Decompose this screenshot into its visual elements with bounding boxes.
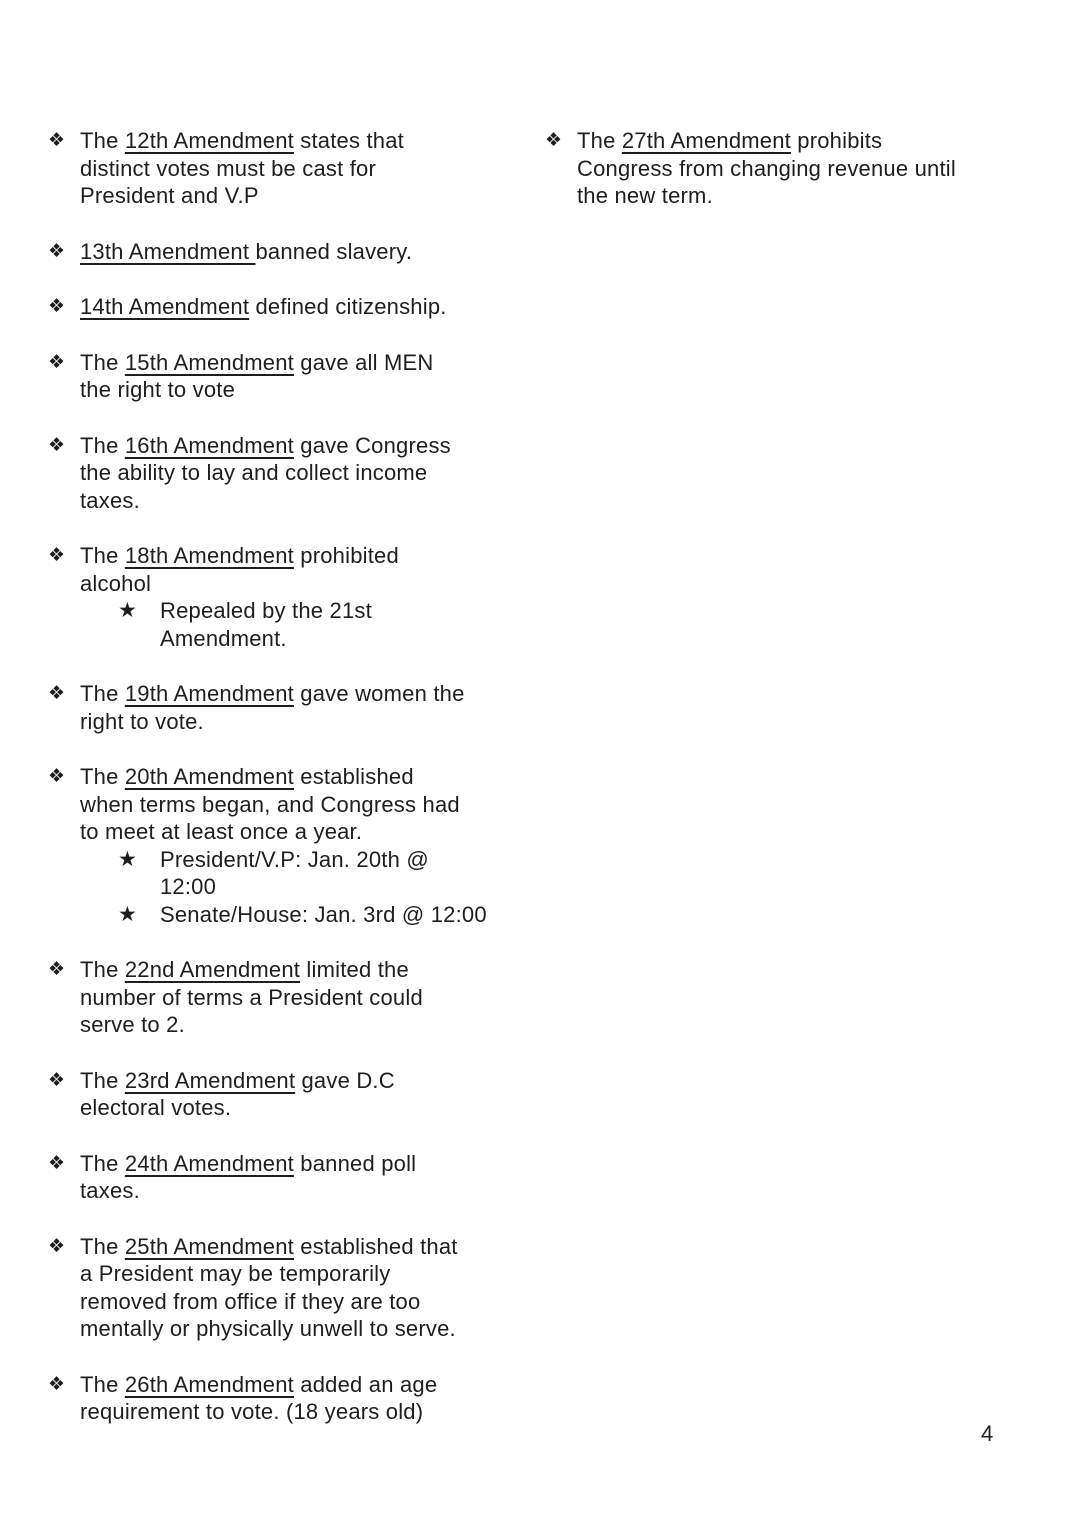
list-item-text [80,349,528,404]
sub-list-item [118,846,528,901]
text-run: The [80,543,125,568]
text-line [160,873,528,901]
list-item-text [80,763,528,928]
text-run: Amendment. [160,625,287,651]
text-line [577,127,1023,155]
diamond-bullet-icon: ❖ [48,433,66,456]
underlined-term: 22nd Amendment [124,957,301,982]
underlined-term: 14th Amendment [80,294,250,319]
text-run: states that [293,128,404,153]
list-item-text [80,238,528,266]
text-run: to meet at least once a year. [80,819,363,844]
text-line [80,1233,528,1261]
text-run: number of terms a President could [80,984,423,1010]
text-run: Repealed by the 21st [160,598,372,623]
list-item-text [577,127,1023,210]
text-run: gave all MEN [293,349,434,375]
text-run: gave D.C [295,1067,395,1093]
underlined-term: 18th Amendment [124,543,294,568]
diamond-bullet-icon: ❖ [48,958,66,980]
diamond-bullet-icon: ❖ [48,1068,66,1091]
list-item [48,1067,528,1122]
list-item [48,1150,528,1205]
underlined-term: 12th Amendment [124,128,294,153]
text-run: established [293,764,414,789]
list-item [48,680,528,735]
right-column [545,127,1023,238]
diamond-bullet-icon: ❖ [48,682,66,704]
text-run: removed from office if they are too [80,1288,421,1314]
text-run: prohibits [790,128,883,153]
text-run: mentally or physically unwell to serve. [80,1316,456,1341]
diamond-bullet-icon: ❖ [48,239,66,262]
text-line [80,1094,528,1122]
diamond-bullet-icon: ❖ [48,544,66,566]
sub-list-item [118,597,528,652]
text-run: electoral votes. [80,1095,232,1120]
list-item [545,127,1023,210]
text-line [577,155,1023,183]
underlined-term: 15th Amendment [124,349,294,375]
text-run: added an age [293,1371,438,1397]
text-line [80,1288,528,1316]
page-number: 4 [981,1421,994,1446]
text-run: established that [293,1233,458,1259]
list-item [48,956,528,1039]
text-run: a President may be temporarily [80,1261,391,1286]
text-line [80,818,528,846]
diamond-bullet-icon: ❖ [48,295,66,317]
list-item [48,1233,528,1343]
sub-list-item [118,901,528,929]
list-item-text [80,432,528,515]
text-run: the new term. [577,183,713,208]
text-line [160,901,528,929]
diamond-bullet-icon: ❖ [48,350,66,373]
text-run: gave Congress [293,432,451,458]
underlined-term: 13th Amendment [80,238,256,264]
text-run: when terms began, and Congress had [80,791,460,817]
text-run: President and V.P [80,183,259,208]
text-line [80,1398,528,1426]
text-run: alcohol [80,570,152,596]
text-run: President/V.P: Jan. 20th @ [160,846,429,872]
text-line [80,1260,528,1288]
star-bullet-icon: ★ [118,598,138,622]
list-item [48,763,528,928]
text-run: gave women the [293,681,465,706]
text-run: taxes. [80,1178,140,1203]
text-line [80,459,528,487]
text-line [80,791,528,819]
text-line [80,1177,528,1205]
underlined-term: 25th Amendment [124,1233,294,1259]
list-item [48,238,528,266]
text-run: The [80,432,125,458]
text-run: defined citizenship. [249,294,447,319]
text-line [160,846,528,874]
text-run: the right to vote [80,377,236,402]
list-item-text [80,293,528,321]
text-line [80,376,528,404]
text-line [160,625,528,653]
text-run: The [80,128,125,153]
text-line [80,956,528,984]
text-line [80,680,528,708]
diamond-bullet-icon: ❖ [48,765,66,787]
text-run: distinct votes must be cast for [80,155,376,181]
text-run: The [577,128,622,153]
text-run: The [80,1150,125,1176]
text-line [80,432,528,460]
list-item-text [80,680,528,735]
list-item [48,542,528,652]
text-line [80,182,528,210]
text-line [80,238,528,266]
list-item-text [80,1233,528,1343]
text-line [80,984,528,1012]
left-column [48,127,528,1454]
list-item [48,1371,528,1426]
list-item [48,432,528,515]
text-run: Congress from changing revenue until [577,155,956,181]
text-line [80,1150,528,1178]
list-item-text [80,1067,528,1122]
text-line [577,182,1023,210]
text-run: serve to 2. [80,1012,185,1037]
list-item [48,349,528,404]
text-run: prohibited [293,543,399,568]
text-run: The [80,1233,125,1259]
text-line [80,1315,528,1343]
text-run: requirement to vote. (18 years old) [80,1399,424,1424]
sub-item-text [160,597,528,652]
star-bullet-icon: ★ [118,846,138,871]
star-bullet-icon: ★ [118,901,138,926]
text-run: Senate/House: Jan. 3rd @ 12:00 [160,901,487,927]
text-run: The [80,1371,125,1397]
text-line [80,155,528,183]
text-run: The [80,1067,125,1093]
text-line [160,597,528,625]
list-item-text [80,1371,528,1426]
sub-item-text [160,901,528,929]
text-line [80,1011,528,1039]
text-line [80,570,528,598]
text-line [80,1371,528,1399]
diamond-bullet-icon: ❖ [48,129,66,151]
list-item-text [80,127,528,210]
list-item-text [80,542,528,652]
text-run: banned slavery. [255,238,413,264]
list-item-text [80,956,528,1039]
text-line [80,708,528,736]
text-run: limited the [300,957,409,982]
text-run: The [80,349,125,375]
list-item [48,127,528,210]
diamond-bullet-icon: ❖ [545,129,563,151]
list-item [48,293,528,321]
text-line [80,127,528,155]
diamond-bullet-icon: ❖ [48,1151,66,1174]
text-run: right to vote. [80,708,204,734]
text-line [80,293,528,321]
text-run: The [80,681,125,706]
underlined-term: 20th Amendment [124,764,294,789]
text-line [80,763,528,791]
underlined-term: 24th Amendment [124,1150,294,1176]
underlined-term: 27th Amendment [621,128,791,153]
diamond-bullet-icon: ❖ [48,1372,66,1395]
text-line [80,487,528,515]
underlined-term: 16th Amendment [124,432,294,458]
text-run: The [80,764,125,789]
text-run: banned poll [293,1150,417,1176]
sub-item-text [160,846,528,901]
text-line [80,542,528,570]
text-run: 12:00 [160,874,217,899]
underlined-term: 23rd Amendment [124,1067,296,1093]
text-run: The [80,957,125,982]
underlined-term: 26th Amendment [124,1371,294,1397]
list-item-text [80,1150,528,1205]
diamond-bullet-icon: ❖ [48,1234,66,1257]
underlined-term: 19th Amendment [124,681,294,706]
text-line [80,349,528,377]
text-line [80,1067,528,1095]
text-run: taxes. [80,487,140,513]
text-run: the ability to lay and collect income [80,460,428,485]
